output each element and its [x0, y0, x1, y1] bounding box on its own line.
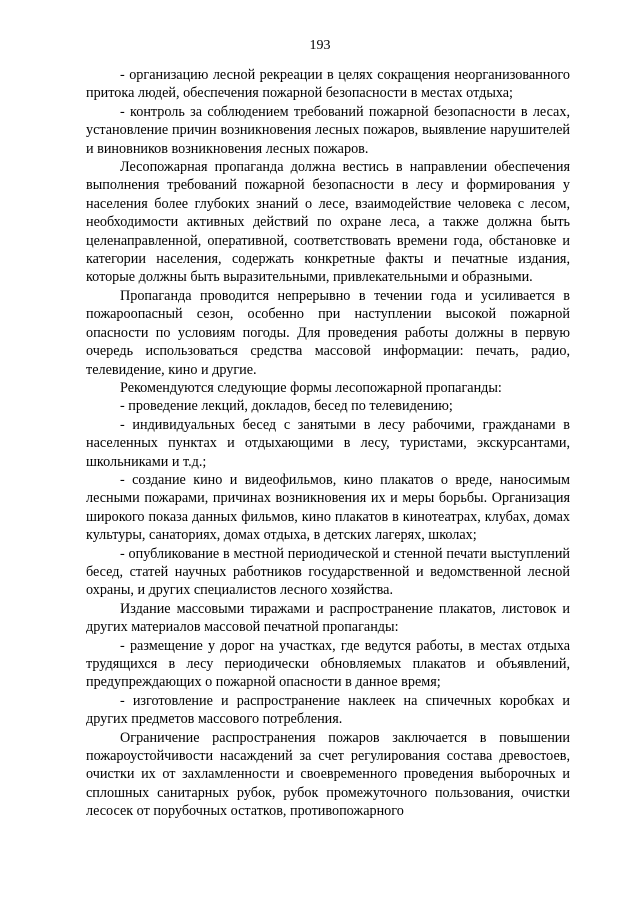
paragraph-recommended-forms: Рекомендуются следующие формы лесопожарной пропаганды:	[120, 379, 502, 396]
list-item-posters: - размещение у дорог на участках, где ведутся работы, в местах отдыха трудящихся в лесу периодически обновляемых плакатов и объявлений, предупреждающих о пожарной опасности в данное время;	[86, 637, 570, 691]
list-item-lectures: - проведение лекций, докладов, бесед по телевидению;	[120, 398, 453, 415]
list-item-stickers: - изготовление и распространение наклеек на спичечных коробках и других предметов массового потребления.	[86, 692, 570, 728]
list-item-films: - создание кино и видеофильмов, кино плакатов о вреде, наносимым лесными пожарами, причинах возникновения их и меры борьбы. Организация широкого показа данных фильмов, кино плакатов в кинотеатрах, клубах, домах культуры, санаториях, домах отдыха, в детских лагерях, школах;	[86, 471, 570, 544]
paragraph-fire-control: - контроль за соблюдением требований пожарной безопасности в лесах, установление причин возникновения лесных пожаров, выявление нарушителей и виновников возникновения лесных пожаров.	[86, 103, 570, 157]
paragraph-recreation: - организацию лесной рекреации в целях сокращения неорганизованного притока людей, обеспечения пожарной безопасности в местах отдыха;	[86, 67, 570, 102]
list-item-publications: - опубликование в местной периодической и стенной печати выступлений бесед, статей научных работников государственной и ведомственной лесной охраны, и других специалистов лесного хозяйства.	[86, 545, 570, 599]
paragraph-fire-spread-limitation: Ограничение распространения пожаров заключается в повышении пожароустойчивости насаждений за счет регулирования состава древостоев, очистки их от захламленности и своевременного проведения выборочных и сплошных санитарных рубок, рубок промежуточного пользования, очистки лесосек от порубочных остатков, противопожарного	[86, 729, 570, 820]
list-item-individual-talks: - индивидуальных бесед с занятыми в лесу рабочими, гражданами в населенных пунктах и отдыхающими в лесу, туристами, экскурсантами, школьниками и т.д.;	[86, 416, 570, 470]
paragraph-propaganda-direction: Лесопожарная пропаганда должна вестись в направлении обеспечения выполнения требований пожарной безопасности в лесу и формирования у населения более глубоких знаний о лесе, взаимодействие человека с лесом, необходимости активных действий по охране леса, а также должна быть целенаправленной, оперативной, соответствовать времени года, обстановке и категории населения, содержать конкретные факты и печатные издания, которые должны быть выразительными, привлекательными и образными.	[86, 159, 570, 286]
page-number: 193	[309, 38, 331, 53]
paragraph-propaganda-season: Пропаганда проводится непрерывно в течении года и усиливается в пожароопасный сезон, особенно при наступлении высокой пожарной опасности по условиям погоды. Для проведения работы должны в первую очередь использоваться средства массовой информации: печать, радио, телевидение, кино и другие.	[86, 287, 570, 378]
paragraph-printed-materials: Издание массовыми тиражами и распространение плакатов, листовок и других материалов массовой печатной пропаганды:	[86, 600, 570, 636]
body-text	[86, 66, 570, 821]
